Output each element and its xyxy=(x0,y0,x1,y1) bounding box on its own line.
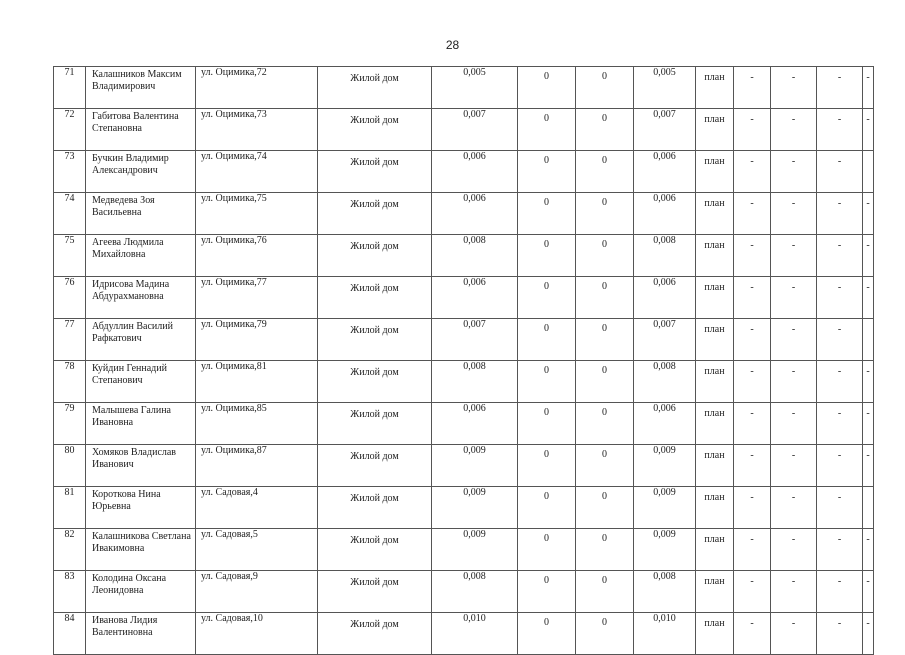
value-1: 0 xyxy=(518,151,576,193)
address: ул. Оцимика,72 xyxy=(196,67,318,109)
plan-label: план xyxy=(696,445,734,487)
total-value: 0,008 xyxy=(634,361,696,403)
value-1: 0 xyxy=(518,361,576,403)
dash-cell: - xyxy=(771,403,817,445)
area-value: 0,006 xyxy=(432,403,518,445)
value-2: 0 xyxy=(576,445,634,487)
address: ул. Оцимика,85 xyxy=(196,403,318,445)
area-value: 0,005 xyxy=(432,67,518,109)
dash-cell: - xyxy=(734,235,771,277)
owner-name: Медведева Зоя Васильевна xyxy=(86,193,196,235)
table-row xyxy=(54,151,874,193)
dash-cell: - xyxy=(771,445,817,487)
plan-label: план xyxy=(696,529,734,571)
row-number: 80 xyxy=(54,445,86,487)
object-type: Жилой дом xyxy=(318,403,432,445)
dash-cell: - xyxy=(863,571,874,613)
total-value: 0,009 xyxy=(634,487,696,529)
dash-cell: - xyxy=(771,571,817,613)
dash-cell: - xyxy=(817,571,863,613)
area-value: 0,008 xyxy=(432,571,518,613)
value-2: 0 xyxy=(576,529,634,571)
plan-label: план xyxy=(696,235,734,277)
address: ул. Оцимика,74 xyxy=(196,151,318,193)
dash-cell: - xyxy=(771,235,817,277)
table-row xyxy=(54,487,874,529)
object-type: Жилой дом xyxy=(318,277,432,319)
area-value: 0,009 xyxy=(432,445,518,487)
dash-cell: - xyxy=(734,487,771,529)
owner-name: Идрисова Мадина Абдурахмановна xyxy=(86,277,196,319)
dash-cell: - xyxy=(771,67,817,109)
dash-cell: - xyxy=(817,277,863,319)
total-value: 0,008 xyxy=(634,235,696,277)
object-type: Жилой дом xyxy=(318,67,432,109)
value-2: 0 xyxy=(576,67,634,109)
dash-cell: - xyxy=(817,151,863,193)
area-value: 0,006 xyxy=(432,193,518,235)
area-value: 0,009 xyxy=(432,529,518,571)
total-value: 0,005 xyxy=(634,67,696,109)
object-type: Жилой дом xyxy=(318,529,432,571)
value-1: 0 xyxy=(518,277,576,319)
area-value: 0,010 xyxy=(432,613,518,655)
table-row xyxy=(54,403,874,445)
row-number: 74 xyxy=(54,193,86,235)
value-2: 0 xyxy=(576,571,634,613)
address: ул. Оцимика,77 xyxy=(196,277,318,319)
dash-cell: - xyxy=(771,613,817,655)
owner-name: Калашникова Светлана Ивакимовна xyxy=(86,529,196,571)
total-value: 0,009 xyxy=(634,529,696,571)
owner-name: Абдуллин Василий Рафкатович xyxy=(86,319,196,361)
dash-cell: - xyxy=(817,67,863,109)
value-1: 0 xyxy=(518,529,576,571)
dash-cell: - xyxy=(817,235,863,277)
dash-cell: - xyxy=(734,319,771,361)
table-row xyxy=(54,445,874,487)
total-value: 0,008 xyxy=(634,571,696,613)
table-row xyxy=(54,529,874,571)
total-value: 0,007 xyxy=(634,319,696,361)
dash-cell: - xyxy=(863,235,874,277)
row-number: 79 xyxy=(54,403,86,445)
dash-cell: - xyxy=(734,361,771,403)
total-value: 0,006 xyxy=(634,193,696,235)
plan-label: план xyxy=(696,403,734,445)
address: ул. Оцимика,75 xyxy=(196,193,318,235)
area-value: 0,007 xyxy=(432,319,518,361)
dash-cell: - xyxy=(734,529,771,571)
owner-name: Куйдин Геннадий Степанович xyxy=(86,361,196,403)
dash-cell: - xyxy=(863,277,874,319)
dash-cell: - xyxy=(817,319,863,361)
value-2: 0 xyxy=(576,109,634,151)
value-1: 0 xyxy=(518,571,576,613)
plan-label: план xyxy=(696,571,734,613)
plan-label: план xyxy=(696,151,734,193)
plan-label: план xyxy=(696,361,734,403)
page-number: 28 xyxy=(445,38,460,52)
area-value: 0,008 xyxy=(432,235,518,277)
plan-label: план xyxy=(696,487,734,529)
value-2: 0 xyxy=(576,361,634,403)
row-number: 81 xyxy=(54,487,86,529)
dash-cell: - xyxy=(817,613,863,655)
row-number: 71 xyxy=(54,67,86,109)
dash-cell: - xyxy=(817,529,863,571)
dash-cell: - xyxy=(771,109,817,151)
dash-cell: - xyxy=(734,151,771,193)
dash-cell: - xyxy=(771,193,817,235)
dash-cell: - xyxy=(817,445,863,487)
address: ул. Садовая,10 xyxy=(196,613,318,655)
object-type: Жилой дом xyxy=(318,109,432,151)
value-2: 0 xyxy=(576,277,634,319)
row-number: 84 xyxy=(54,613,86,655)
address: ул. Садовая,4 xyxy=(196,487,318,529)
table-row xyxy=(54,277,874,319)
table-row xyxy=(54,235,874,277)
area-value: 0,006 xyxy=(432,151,518,193)
owner-name: Бучкин Владимир Александрович xyxy=(86,151,196,193)
total-value: 0,006 xyxy=(634,403,696,445)
row-number: 75 xyxy=(54,235,86,277)
dash-cell: - xyxy=(863,67,874,109)
value-1: 0 xyxy=(518,235,576,277)
plan-label: план xyxy=(696,319,734,361)
owner-name: Иванова Лидия Валентиновна xyxy=(86,613,196,655)
address: ул. Садовая,9 xyxy=(196,571,318,613)
dash-cell: - xyxy=(817,361,863,403)
row-number: 76 xyxy=(54,277,86,319)
value-1: 0 xyxy=(518,109,576,151)
owner-name: Габитова Валентина Степановна xyxy=(86,109,196,151)
dash-cell: - xyxy=(771,361,817,403)
value-2: 0 xyxy=(576,235,634,277)
area-value: 0,007 xyxy=(432,109,518,151)
plan-label: план xyxy=(696,193,734,235)
dash-cell: - xyxy=(771,529,817,571)
dash-cell: - xyxy=(734,445,771,487)
object-type: Жилой дом xyxy=(318,319,432,361)
dash-cell: - xyxy=(863,613,874,655)
dash-cell: - xyxy=(734,193,771,235)
table-row xyxy=(54,67,874,109)
value-1: 0 xyxy=(518,445,576,487)
value-2: 0 xyxy=(576,403,634,445)
owner-name: Колодина Оксана Леонидовна xyxy=(86,571,196,613)
address: ул. Садовая,5 xyxy=(196,529,318,571)
value-1: 0 xyxy=(518,67,576,109)
plan-label: план xyxy=(696,613,734,655)
dash-cell: - xyxy=(817,109,863,151)
address: ул. Оцимика,87 xyxy=(196,445,318,487)
owner-name: Малышева Галина Ивановна xyxy=(86,403,196,445)
dash-cell: - xyxy=(863,403,874,445)
address: ул. Оцимика,76 xyxy=(196,235,318,277)
value-1: 0 xyxy=(518,613,576,655)
row-number: 77 xyxy=(54,319,86,361)
object-type: Жилой дом xyxy=(318,361,432,403)
dash-cell: - xyxy=(863,445,874,487)
dash-cell: - xyxy=(817,487,863,529)
table-row xyxy=(54,193,874,235)
total-value: 0,006 xyxy=(634,277,696,319)
total-value: 0,010 xyxy=(634,613,696,655)
dash-cell: - xyxy=(863,193,874,235)
object-type: Жилой дом xyxy=(318,193,432,235)
value-2: 0 xyxy=(576,487,634,529)
total-value: 0,007 xyxy=(634,109,696,151)
value-1: 0 xyxy=(518,193,576,235)
plan-label: план xyxy=(696,67,734,109)
dash-cell: - xyxy=(734,67,771,109)
owner-name: Короткова Нина Юрьевна xyxy=(86,487,196,529)
row-number: 78 xyxy=(54,361,86,403)
register-table xyxy=(53,66,874,655)
dash-cell: - xyxy=(863,361,874,403)
dash-cell: - xyxy=(734,403,771,445)
table-body xyxy=(54,67,874,655)
table-row xyxy=(54,109,874,151)
dash-cell xyxy=(863,151,874,193)
table-row xyxy=(54,571,874,613)
table-row xyxy=(54,361,874,403)
plan-label: план xyxy=(696,277,734,319)
table-row xyxy=(54,613,874,655)
object-type: Жилой дом xyxy=(318,151,432,193)
dash-cell: - xyxy=(817,193,863,235)
owner-name: Калашников Максим Владимирович xyxy=(86,67,196,109)
object-type: Жилой дом xyxy=(318,445,432,487)
address: ул. Оцимика,81 xyxy=(196,361,318,403)
dash-cell: - xyxy=(771,151,817,193)
owner-name: Агеева Людмила Михайловна xyxy=(86,235,196,277)
owner-name: Хомяков Владислав Иванович xyxy=(86,445,196,487)
row-number: 72 xyxy=(54,109,86,151)
object-type: Жилой дом xyxy=(318,487,432,529)
row-number: 83 xyxy=(54,571,86,613)
total-value: 0,006 xyxy=(634,151,696,193)
value-1: 0 xyxy=(518,403,576,445)
row-number: 82 xyxy=(54,529,86,571)
address: ул. Оцимика,79 xyxy=(196,319,318,361)
value-2: 0 xyxy=(576,151,634,193)
dash-cell: - xyxy=(771,487,817,529)
dash-cell xyxy=(863,319,874,361)
plan-label: план xyxy=(696,109,734,151)
address: ул. Оцимика,73 xyxy=(196,109,318,151)
value-1: 0 xyxy=(518,319,576,361)
dash-cell: - xyxy=(863,529,874,571)
dash-cell: - xyxy=(863,109,874,151)
area-value: 0,008 xyxy=(432,361,518,403)
dash-cell: - xyxy=(734,613,771,655)
value-2: 0 xyxy=(576,319,634,361)
dash-cell: - xyxy=(817,403,863,445)
object-type: Жилой дом xyxy=(318,571,432,613)
value-2: 0 xyxy=(576,193,634,235)
object-type: Жилой дом xyxy=(318,613,432,655)
area-value: 0,009 xyxy=(432,487,518,529)
dash-cell xyxy=(863,487,874,529)
area-value: 0,006 xyxy=(432,277,518,319)
total-value: 0,009 xyxy=(634,445,696,487)
dash-cell: - xyxy=(771,277,817,319)
dash-cell: - xyxy=(771,319,817,361)
table-row xyxy=(54,319,874,361)
row-number: 73 xyxy=(54,151,86,193)
value-2: 0 xyxy=(576,613,634,655)
value-1: 0 xyxy=(518,487,576,529)
dash-cell: - xyxy=(734,277,771,319)
dash-cell: - xyxy=(734,571,771,613)
dash-cell: - xyxy=(734,109,771,151)
object-type: Жилой дом xyxy=(318,235,432,277)
